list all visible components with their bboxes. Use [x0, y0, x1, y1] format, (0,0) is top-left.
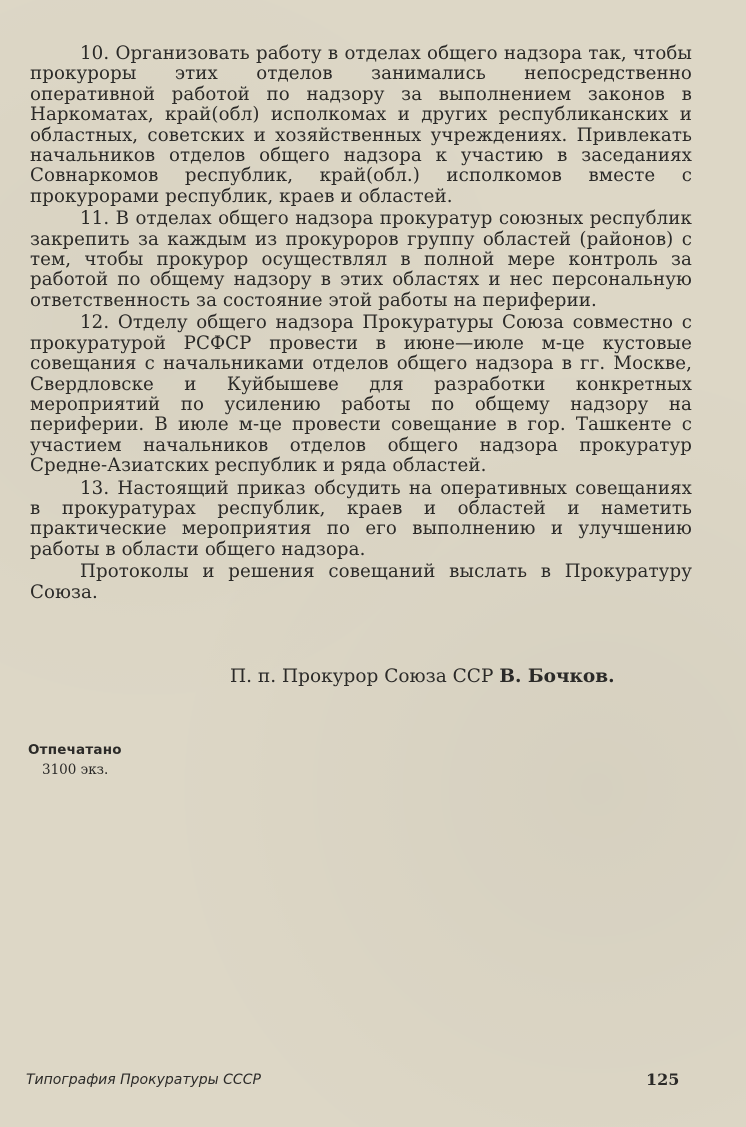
paragraph-10: 10. Организовать работу в отделах общего надзора так, чтобы прокуроры этих отделов занимались непосредственно оперативной работой по надзору за выполнением законов в Наркоматах, край(обл) исполкомах и других республиканских и областных, советских и хозяйственных учреждениях. Привлекать начальников отделов общего надзора к участию в заседаниях Совнаркомов республик, край(обл.) исполкомов вместе с прокурорами республик, краев и областей. — [30, 43, 692, 207]
imprint-label: Отпечатано — [28, 742, 122, 758]
signature-name: В. Бочков. — [499, 666, 615, 687]
signature-line — [230, 666, 670, 687]
order-body — [30, 44, 692, 603]
page-number: 125 — [646, 1070, 680, 1089]
paragraph-12: 12. Отделу общего надзора Прокуратуры Союза совместно с прокуратурой РСФСР провести в июне—июле м-це кустовые совещания с начальниками отделов общего надзора в гг. Москве, Свердловске и Куйбышеве для разработки конкретных мероприятий по усилению работы по общему надзору на периферии. В июле м-це провести совещание в гор. Ташкенте с участием начальников отделов общего надзора прокуратур Средне-Азиатских республик и ряда областей. — [30, 312, 692, 477]
paragraph-protocols: Протоколы и решения совещаний выслать в Прокуратуру Союза. — [30, 561, 692, 603]
paragraph-11: 11. В отделах общего надзора прокуратур союзных республик закрепить за каждым из прокуроров группу областей (районов) с тем, чтобы прокурор осуществлял в полной мере контроль за работой по общему надзору в этих областях и нес персональную ответственность за состояние этой работы на периферии. — [30, 208, 692, 311]
signature-title: П. п. Прокурор Союза ССР — [230, 666, 494, 687]
paragraph-13: 13. Настоящий приказ обсудить на оперативных совещаниях в прокуратурах республик, краев и областей и наметить практические мероприятия по его выполнению и улучшению работы в области общего надзора. — [30, 477, 692, 560]
imprint-copies: 3100 экз. — [42, 762, 109, 778]
printer-name: Типография Прокуратуры СССР — [26, 1072, 261, 1088]
